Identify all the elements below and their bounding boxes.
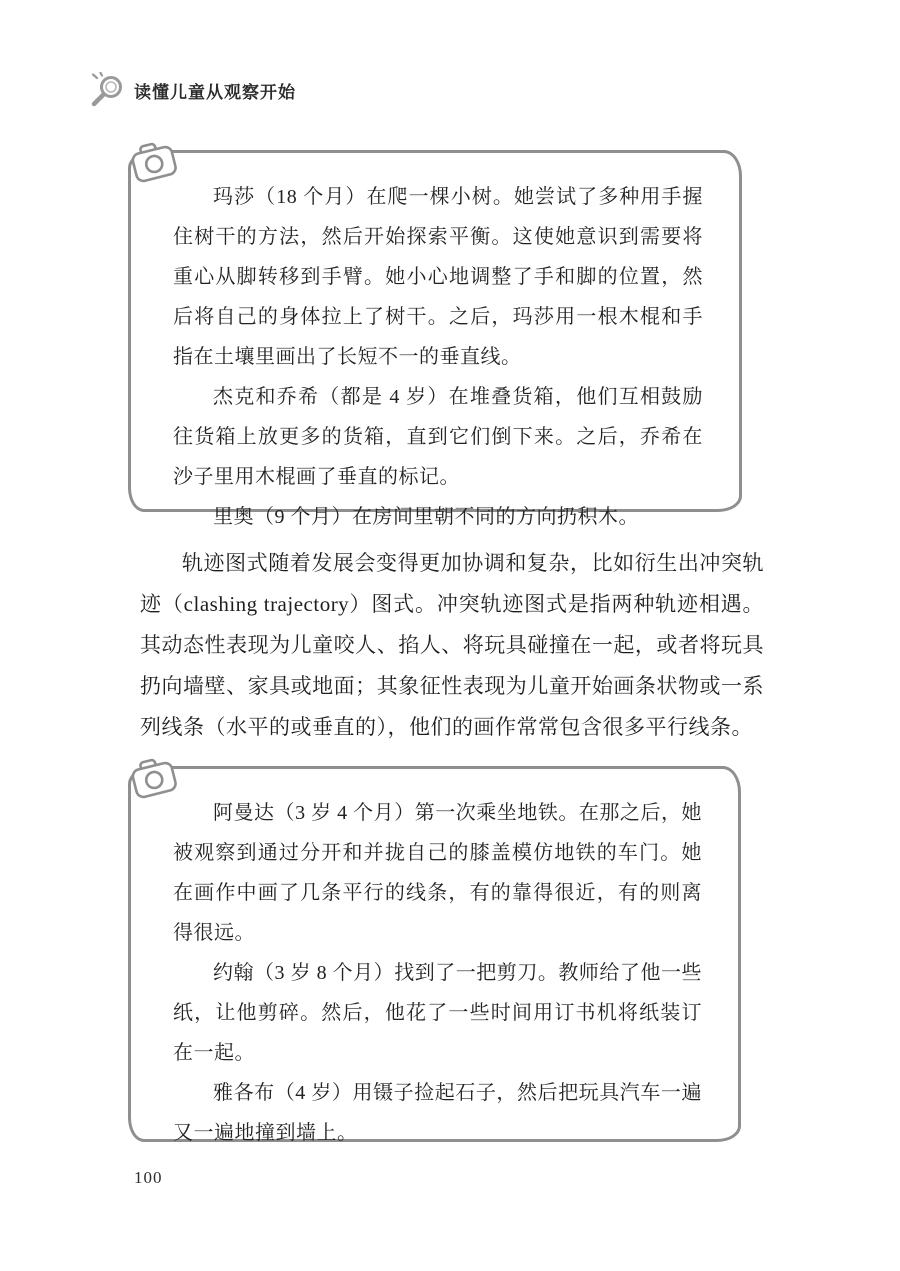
running-head-title: 读懂儿童从观察开始 — [134, 82, 296, 102]
body-paragraph: 轨迹图式随着发展会变得更加协调和复杂，比如衍生出冲突轨迹（clashing trajectory）图式。冲突轨迹图式是指两种轨迹相遇。其动态性表现为儿童咬人、掐人、将玩具碰撞在一起，或者将玩具扔向墙壁、家具或地面；其象征性表现为儿童开始画条状物或一系列线条（水平的或垂直的），他们的画作常常包含很多平行线条。 — [140, 551, 764, 739]
page-header — [88, 72, 296, 108]
example-paragraph: 杰克和乔希（都是 4 岁）在堆叠货箱，他们互相鼓励往货箱上放更多的货箱，直到它们倒下来。之后，乔希在沙子里用木棍画了垂直的标记。 — [173, 386, 703, 488]
camera-icon — [127, 137, 181, 187]
magnifier-icon — [88, 72, 126, 108]
example-paragraph: 阿曼达（3 岁 4 个月）第一次乘坐地铁。在那之后，她被观察到通过分开和并拢自己的膝盖模仿地铁的车门。她在画作中画了几条平行的线条，有的靠得很近，有的则离得很远。 — [173, 802, 702, 944]
example-paragraph: 约翰（3 岁 8 个月）找到了一把剪刀。教师给了他一些纸，让他剪碎。然后，他花了一些时间用订书机将纸装订在一起。 — [173, 962, 702, 1064]
example-box-1 — [128, 150, 742, 528]
example-box-2 — [128, 766, 741, 1142]
example-paragraph: 里奥（9 个月）在房间里朝不同的方向扔积木。 — [213, 506, 639, 528]
example-paragraph: 玛莎（18 个月）在爬一棵小树。她尝试了多种用手握住树干的方法，然后开始探索平衡。这使她意识到需要将重心从脚转移到手臂。她小心地调整了手和脚的位置，然后将自己的身体拉上了树干。之后，玛莎用一根木棍和手指在土壤里画出了长短不一的垂直线。 — [173, 186, 703, 368]
camera-icon — [127, 753, 181, 803]
example-paragraph: 雅各布（4 岁）用镊子捡起石子，然后把玩具汽车一遍又一遍地撞到墙上。 — [173, 1082, 702, 1144]
page-number: 100 — [134, 1168, 163, 1187]
